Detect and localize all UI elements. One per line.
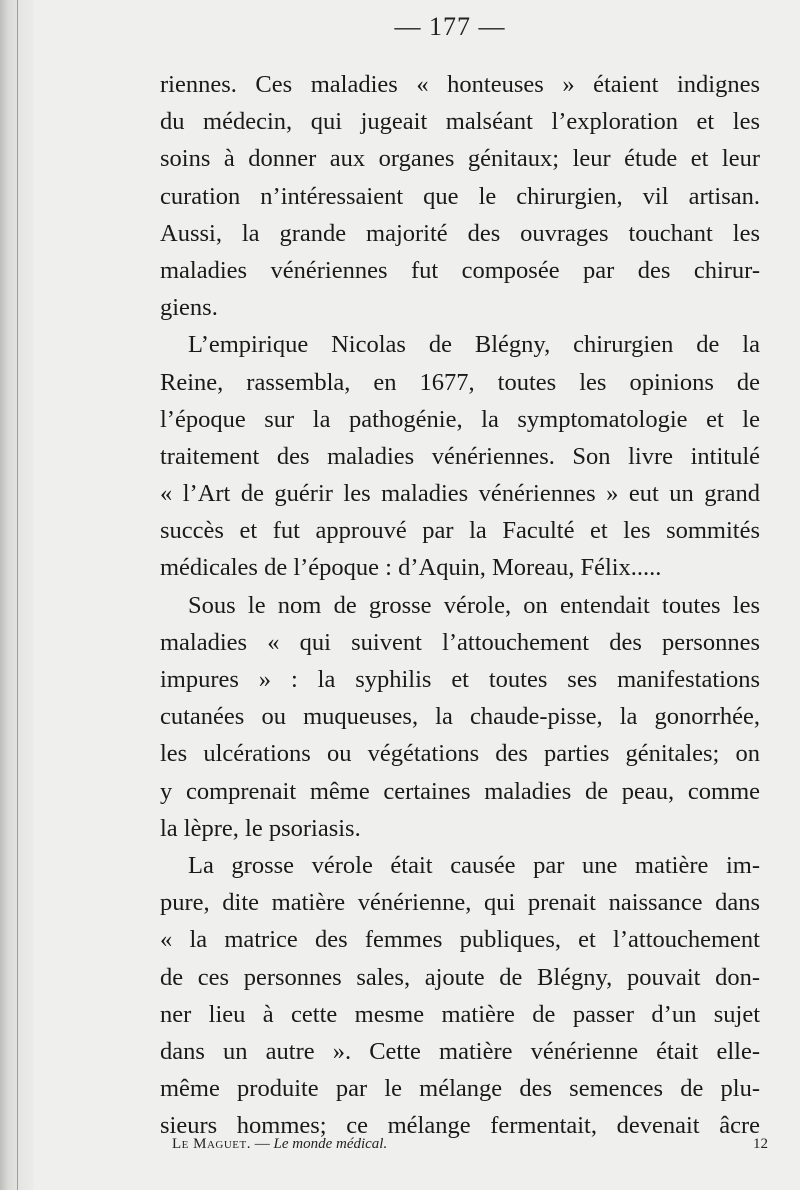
page-number: — 177 —: [394, 12, 506, 41]
text-line: ner lieu à cette mesme matière de passer d’un sujet: [160, 1000, 760, 1028]
text-line: L’empirique Nicolas de Blégny, chirurgien de la: [188, 331, 760, 359]
text-line: pure, dite matière vénérienne, qui prenait naissance dans: [160, 889, 760, 917]
text-line: « la matrice des femmes publiques, et l’attouchement: [160, 926, 760, 954]
footer-signature: 12: [753, 1136, 768, 1152]
text-line: La grosse vérole était causée par une matière im-: [188, 851, 760, 879]
text-line: « l’Art de guérir les maladies vénériennes » eut un grand: [160, 480, 760, 508]
text-line: giens.: [160, 294, 218, 322]
text-line: sieurs hommes; ce mélange fermentait, devenait âcre: [160, 1112, 760, 1140]
text-line: maladies vénériennes fut composée par des chirur-: [160, 256, 760, 284]
text-line: du médecin, qui jugeait malséant l’exploration et les: [160, 108, 760, 136]
text-line: traitement des maladies vénériennes. Son livre intitulé: [160, 442, 760, 470]
text-line: Reine, rassembla, en 1677, toutes les opinions de: [160, 368, 760, 396]
text-line: impures » : la syphilis et toutes ses manifestations: [160, 666, 760, 693]
text-line: soins à donner aux organes génitaux; leur étude et leur: [160, 145, 760, 173]
text-line: succès et fut approuvé par la Faculté et les sommités: [160, 517, 760, 545]
text-line: maladies « qui suivent l’attouchement des personnes: [160, 628, 760, 656]
body-text: [160, 66, 760, 1144]
text-line: dans un autre ». Cette matière vénérienne était elle-: [160, 1037, 760, 1065]
text-line: même produite par le mélange des semences de plu-: [160, 1075, 760, 1103]
text-line: cutanées ou muqueuses, la chaude-pisse, la gonorrhée,: [160, 703, 760, 731]
text-line: médicales de l’époque : d’Aquin, Moreau, Félix.....: [160, 554, 662, 582]
text-line: curation n’intéressaient que le chirurgien, vil artisan.: [160, 182, 760, 210]
text-line: y comprenait même certaines maladies de peau, comme: [160, 777, 760, 805]
footer-separator: —: [251, 1136, 274, 1152]
text-line: les ulcérations ou végétations des parties génitales; on: [160, 740, 760, 768]
text-line: de ces personnes sales, ajoute de Blégny, pouvait don-: [160, 963, 760, 991]
text-line: Sous le nom de grosse vérole, on entendait toutes les: [188, 591, 760, 619]
page-footer: [172, 1136, 768, 1164]
text-line: la lèpre, le psoriasis.: [160, 814, 361, 842]
text-line: Aussi, la grande majorité des ouvrages touchant les: [160, 219, 760, 247]
binding-line: [17, 0, 18, 1190]
footer-author: Le Maguet.: [172, 1136, 251, 1152]
text-line: l’époque sur la pathogénie, la symptomatologie et le: [160, 405, 760, 433]
footer-title: Le monde médical.: [273, 1136, 388, 1152]
text-line: riennes. Ces maladies « honteuses » étaient indignes: [160, 71, 760, 98]
